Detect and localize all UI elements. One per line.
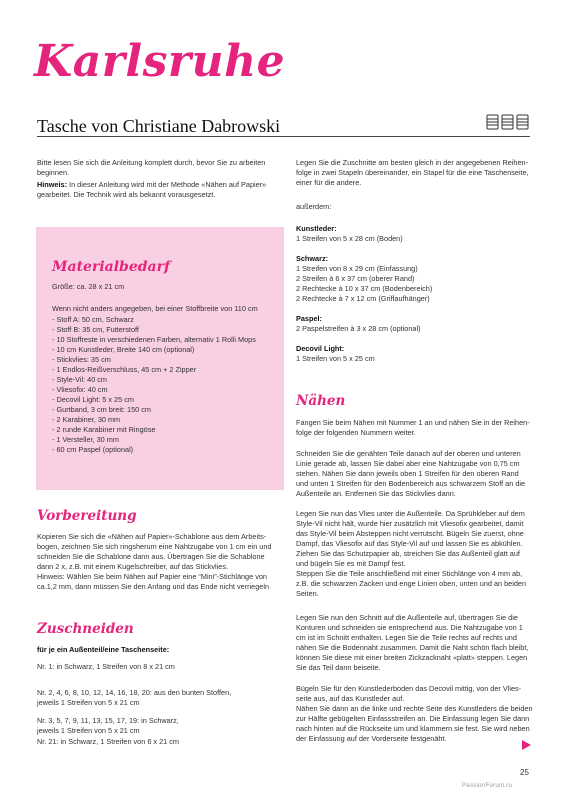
text-line: z.B. die schwarzen Zacken und enge Linien oben, unten und an beiden [296, 579, 527, 588]
cut-line: jeweils 1 Streifen von 5 x 21 cm [37, 698, 140, 707]
paspel-label: Paspel: [296, 314, 322, 323]
material-list [52, 315, 256, 455]
text-line: schneiden Sie die Schablone dann aus. Übertragen Sie die Schablone [37, 552, 265, 561]
text-line: 2 Rechtecke à 10 x 37 cm (Bodenbereich) [296, 284, 433, 293]
cut-line: Nr. 3, 5, 7, 9, 11, 13, 15, 17, 19: in Schwarz, [37, 716, 179, 725]
thread-spool-icon [486, 112, 530, 132]
text-line: bogen, zeichnen Sie sich ringsherum eine Nahtzugabe von 1 cm ein und [37, 542, 272, 551]
text-line: Style-Vil nicht hält, wurde hier zusätzlich mit Vliesofix gearbeitet, damit [296, 519, 524, 528]
text-line: das Style-Vil beim Absteppen nicht verrutscht. Bügeln Sie zuerst, ohne [296, 529, 524, 538]
naehen-p4 [296, 613, 528, 673]
material-title: Materialbedarf [52, 259, 170, 275]
text-line: stehen. Nähen Sie dann jeweils oben 1 Streifen für den oberen Rand [296, 469, 519, 478]
text-line: Nähen Sie dann an die linke und rechte Seite des Kunstleders die beiden [296, 704, 533, 713]
decovil-block [296, 344, 375, 364]
decovil-label: Decovil Light: [296, 344, 345, 353]
right-intro [296, 158, 529, 188]
text-line: Legen Sie die Zuschnitte am besten gleich in der angegebenen Reihen- [296, 158, 529, 167]
material-item: - 2 runde Karabiner mit Ringöse [52, 425, 156, 434]
intro-paragraph: Bitte lesen Sie sich die Anleitung komplett durch, bevor Sie zu arbeiten beginnen. [37, 158, 266, 177]
text-line: seite aus, auf das Kunstleder auf. [296, 694, 405, 703]
page-subtitle: Tasche von Christiane Dabrowski [37, 116, 281, 136]
text-line: Konturen und schneiden sie entsprechend aus. Die Nahtzugabe von 1 [296, 623, 523, 632]
text-line: Legen Sie nun das Vlies unter die Außenteile. Da Sprühkleber auf dem [296, 509, 525, 518]
text-line: Linie gerade ab, lassen Sie dabei aber eine Nahtzugabe von 0,75 cm [296, 459, 520, 468]
text-line: und bügeln Sie es mit Dampf fest. [296, 559, 406, 568]
text-line: Bügeln Sie für den Kunstlederboden das Decovil mittig, von der Vlies- [296, 684, 522, 693]
text-line: Legen Sie nun den Schnitt auf die Außenteile auf, übertragen Sie die [296, 613, 518, 622]
material-item: - Decovil Light: 5 x 25 cm [52, 395, 134, 404]
cut-line: jeweils 1 Streifen von 5 x 21 cm [37, 726, 140, 735]
material-note: Wenn nicht anders angegeben, bei einer Stoffbreite von 110 cm [52, 304, 258, 313]
material-item: - 10 Stoffreste in verschiedenen Farben, alternativ 1 Rolli Mops [52, 335, 256, 344]
zuschneiden-subhead-text: für je ein Außenteil/eine Taschenseite: [37, 645, 170, 654]
text-line: folge der folgenden Nummern weiter. [296, 428, 416, 437]
naehen-p1 [296, 418, 530, 438]
text-line: Fangen Sie beim Nähen mit Nummer 1 an und nähen Sie in der Reihen- [296, 418, 530, 427]
text-line: 2 Streifen à 6 x 37 cm (oberer Rand) [296, 274, 415, 283]
zuschneiden-subhead [37, 645, 169, 655]
page-number: 25 [520, 768, 529, 777]
schwarz-block [296, 254, 432, 304]
text-line: 1 Streifen von 5 x 25 cm [296, 354, 375, 363]
text-line: 2 Rechtecke à 7 x 12 cm (Griffaufhänger) [296, 294, 430, 303]
kunstleder-block [296, 224, 403, 244]
material-item: - Style-Vil: 40 cm [52, 375, 108, 384]
naehen-p5 [296, 684, 533, 744]
text-line: Sie das Teil dann beiseite. [296, 663, 381, 672]
text-line: einer für die andere. [296, 178, 362, 187]
naehen-title: Nähen [296, 393, 346, 409]
vorbereitung-title: Vorbereitung [37, 508, 137, 524]
text-line: 1 Streifen von 5 x 28 cm (Boden) [296, 234, 403, 243]
text-line: Dampf, das Vliesofix auf das Style-Vil auf und lassen Sie es abkühlen. [296, 539, 523, 548]
text-line: folge in zwei Stapeln übereinander, ein Stapel für die eine Taschenseite, [296, 168, 529, 177]
material-item: - Stickvlies: 35 cm [52, 355, 111, 364]
hint-paragraph [37, 180, 287, 200]
text-line: cm ist im Schnitt enthalten. Legen Sie die Teile rechts auf rechts und [296, 633, 517, 642]
text-line: Ziehen Sie das Schutzpapier ab, streichen Sie das Außenteil glatt auf [296, 549, 520, 558]
text-line: können Sie diese mit einer breiten Zickzacknaht «platt» steppen. Legen [296, 653, 528, 662]
text-line: ca.1,2 mm, dann müssen Sie den Anfang und das Ende nicht verriegeln [37, 582, 270, 591]
text-line: zur Hälfte gebügelten Einfassstreifen an. Die Einfassung legen Sie dann [296, 714, 530, 723]
text-line: dann 2 x, z.B. mit einem Kugelschreiber, auf das Stickvlies. [37, 562, 229, 571]
hint-text: In dieser Anleitung wird mit der Methode «Nähen auf Papier» gearbeitet. Die Technik wird als bekannt vorausgesetzt. [37, 180, 267, 199]
text-line: Kopieren Sie sich die «Nähen auf Papier»-Schablone aus dem Arbeits- [37, 532, 267, 541]
text-line: nach hinten auf die Rückseite um und klammern sie fest. Sie wird neben [296, 724, 530, 733]
site-watermark: PassionForum.ru [462, 783, 513, 789]
schwarz-label: Schwarz: [296, 254, 329, 263]
cut-line: Nr. 2, 4, 6, 8, 10, 12, 14, 16, 18, 20: aus den bunten Stoffen, [37, 688, 232, 697]
text-line: der Einfassung auf der Vorderseite festgenäht. [296, 734, 447, 743]
vorbereitung-text [37, 532, 271, 592]
material-item: - Stoff B: 35 cm, Futterstoff [52, 325, 139, 334]
page-title: Karlsruhe [34, 36, 286, 87]
kunstleder-label: Kunstleder: [296, 224, 337, 233]
text-line: Außenteile an. Entfernen Sie das Stickvlies dann. [296, 489, 456, 498]
material-item: - 60 cm Paspel (optional) [52, 445, 134, 454]
text-line: 2 Paspelstreifen à 3 x 28 cm (optional) [296, 324, 421, 333]
paspel-block [296, 314, 421, 334]
text-line: Schneiden Sie die genähten Teile danach auf der oberen und unteren [296, 449, 521, 458]
hint-label: Hinweis: [37, 180, 68, 189]
text-line: Steppen Sie die Teile anschließend mit einer Stichlänge von 4 mm ab, [296, 569, 523, 578]
text-line: und unten 1 Streifen für den Bodenbereich aus schwarzem Stoff an die [296, 479, 526, 488]
ausserdem-text: außerdem: [296, 202, 332, 211]
naehen-p2 [296, 449, 525, 499]
continue-arrow-icon [522, 740, 531, 750]
material-item: - 10 cm Kunstleder, Breite 140 cm (optional) [52, 345, 195, 354]
header-divider [37, 136, 530, 137]
text-line: nähen Sie die Bodennaht zusammen. Damit die Naht schön flach bleibt, [296, 643, 529, 652]
material-item: - Gurtband, 3 cm breit: 150 cm [52, 405, 151, 414]
material-item: - 2 Karabiner, 30 mm [52, 415, 121, 424]
text-line: Hinweis: Wählen Sie beim Nähen auf Papier eine “Mini”-Stichlänge von [37, 572, 267, 581]
text-line: 1 Streifen von 8 x 29 cm (Einfassung) [296, 264, 418, 273]
material-item: - Stoff A: 50 cm, Schwarz [52, 315, 134, 324]
zuschneiden-title: Zuschneiden [37, 621, 134, 637]
material-item: - 1 Endlos-Reißverschluss, 45 cm + 2 Zipper [52, 365, 197, 374]
material-item: - Vliesofix: 40 cm [52, 385, 108, 394]
text-line: Seiten. [296, 589, 319, 598]
naehen-p3 [296, 509, 526, 599]
cut-line: Nr. 21: in Schwarz, 1 Streifen von 6 x 21 cm [37, 737, 179, 746]
material-item: - 1 Versteller, 30 mm [52, 435, 119, 444]
material-size: Größe: ca. 28 x 21 cm [52, 282, 125, 291]
cut-line: Nr. 1: in Schwarz, 1 Streifen von 8 x 21 cm [37, 662, 175, 671]
